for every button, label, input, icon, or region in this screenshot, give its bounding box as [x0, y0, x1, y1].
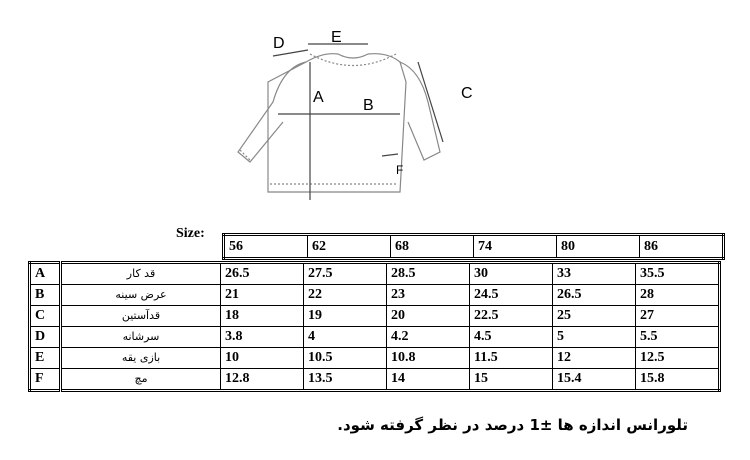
row-name: قدآستین	[61, 306, 221, 327]
row-value: 10	[221, 348, 304, 369]
table-row	[30, 263, 720, 285]
label-b: B	[363, 97, 374, 114]
row-letter: C	[30, 306, 61, 327]
row-value: 15	[470, 369, 553, 391]
measurements-table	[28, 261, 721, 392]
table-row	[30, 327, 720, 348]
row-value: 5	[553, 327, 636, 348]
row-value: 20	[387, 306, 470, 327]
shirt-diagram	[228, 22, 498, 207]
table-row	[30, 306, 720, 327]
label-a: A	[313, 89, 324, 106]
label-f: F	[396, 163, 404, 177]
row-value: 35.5	[636, 263, 720, 285]
row-value: 26.5	[221, 263, 304, 285]
row-value: 13.5	[304, 369, 387, 391]
table-row	[30, 348, 720, 369]
row-value: 12.8	[221, 369, 304, 391]
size-cell: 80	[557, 235, 640, 259]
row-value: 4.2	[387, 327, 470, 348]
row-value: 15.8	[636, 369, 720, 391]
row-value: 10.5	[304, 348, 387, 369]
row-value: 22	[304, 285, 387, 306]
row-value: 26.5	[553, 285, 636, 306]
row-value: 10.8	[387, 348, 470, 369]
row-name: قد کار	[61, 263, 221, 285]
row-value: 30	[470, 263, 553, 285]
shirt-outline	[268, 54, 406, 192]
row-value: 12.5	[636, 348, 720, 369]
row-value: 12	[553, 348, 636, 369]
row-value: 5.5	[636, 327, 720, 348]
size-cell: 62	[308, 235, 391, 259]
label-d: D	[273, 35, 285, 52]
size-header-table	[222, 233, 725, 260]
row-letter: E	[30, 348, 61, 369]
row-letter: D	[30, 327, 61, 348]
table-row	[30, 285, 720, 306]
row-value: 24.5	[470, 285, 553, 306]
row-value: 15.4	[553, 369, 636, 391]
row-value: 22.5	[470, 306, 553, 327]
row-value: 25	[553, 306, 636, 327]
tolerance-note: تلورانس اندازه ها ±1 درصد در نظر گرفته شود.	[337, 416, 688, 434]
size-cell: 68	[391, 235, 474, 259]
row-letter: B	[30, 285, 61, 306]
row-letter: F	[30, 369, 61, 391]
table-row	[30, 369, 720, 391]
row-value: 21	[221, 285, 304, 306]
row-name: سرشانه	[61, 327, 221, 348]
size-label: Size:	[176, 226, 205, 241]
row-name: عرض سینه	[61, 285, 221, 306]
label-c: C	[461, 85, 473, 102]
row-value: 4	[304, 327, 387, 348]
row-name: مچ	[61, 369, 221, 391]
row-value: 28.5	[387, 263, 470, 285]
label-e: E	[331, 29, 342, 46]
size-cell: 74	[474, 235, 557, 259]
row-value: 28	[636, 285, 720, 306]
row-value: 19	[304, 306, 387, 327]
size-cell: 86	[640, 235, 724, 259]
row-value: 3.8	[221, 327, 304, 348]
row-value: 23	[387, 285, 470, 306]
row-value: 18	[221, 306, 304, 327]
row-value: 33	[553, 263, 636, 285]
row-letter: A	[30, 263, 61, 285]
size-cell: 56	[224, 235, 308, 259]
row-value: 4.5	[470, 327, 553, 348]
row-value: 14	[387, 369, 470, 391]
row-value: 11.5	[470, 348, 553, 369]
row-value: 27	[636, 306, 720, 327]
row-value: 27.5	[304, 263, 387, 285]
row-name: بازی یقه	[61, 348, 221, 369]
